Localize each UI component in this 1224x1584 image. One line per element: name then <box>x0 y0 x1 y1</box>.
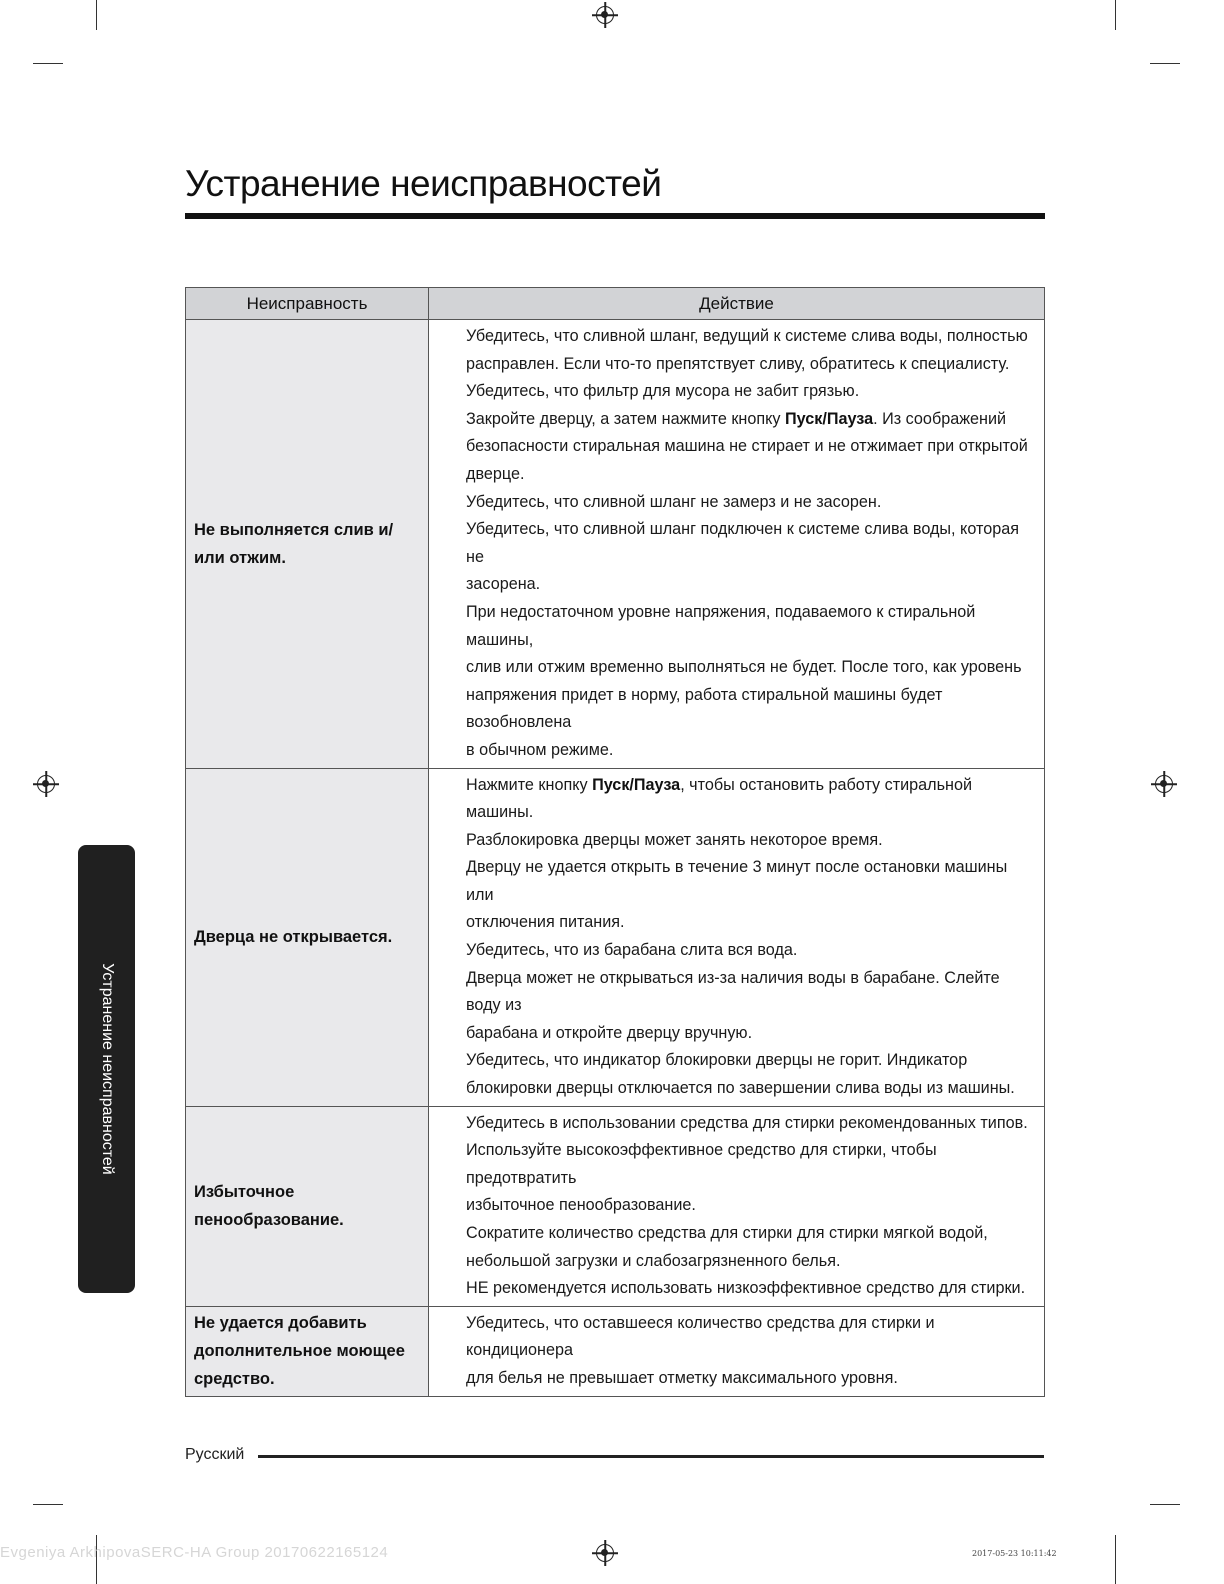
action-line: слив или отжим временно выполняться не будет. После того, как уровень <box>466 658 1022 677</box>
table-header-row <box>186 288 1045 320</box>
action-line: Убедитесь, что индикатор блокировки дверцы не горит. Индикатор <box>466 1051 968 1070</box>
action-line: отключения питания. <box>466 913 625 932</box>
table-row <box>186 1106 1045 1306</box>
problem-line: Избыточное <box>194 1183 295 1202</box>
problem-line: или отжим. <box>194 548 286 567</box>
problem-cell <box>186 768 429 1106</box>
action-line: Используйте высокоэффективное средство для стирки, чтобы предотвратить <box>466 1141 937 1187</box>
troubleshooting-table <box>185 287 1045 1397</box>
column-header-action: Действие <box>429 288 1045 320</box>
print-datestamp: 2017-05-23 10:11:42 <box>972 1549 1057 1558</box>
problem-line: Дверца не открывается. <box>194 928 393 947</box>
action-text: Нажмите кнопку <box>466 775 593 794</box>
action-text: , чтобы остановить работу стиральной машины. <box>466 775 973 822</box>
crop-mark <box>33 63 63 64</box>
crop-mark <box>1150 1504 1180 1505</box>
problem-line: Не выполняется слив и/ <box>194 520 394 539</box>
problem-line: средство. <box>194 1370 275 1389</box>
action-line: Убедитесь в использовании средства для стирки рекомендованных типов. <box>466 1113 1028 1132</box>
action-cell <box>429 1306 1045 1396</box>
side-tab-label: Устранение неисправностей <box>98 963 116 1175</box>
action-line: блокировки дверцы отключается по завершении слива воды из машины. <box>466 1079 1015 1098</box>
problem-line: дополнительное моющее <box>194 1342 405 1361</box>
problem-line: пенообразование. <box>194 1211 344 1230</box>
action-line: При недостаточном уровне напряжения, подаваемого к стиральной машины, <box>466 602 976 649</box>
action-line <box>466 406 1036 434</box>
action-line: Убедитесь, что из барабана слита вся вода. <box>466 941 798 960</box>
action-line: Убедитесь, что фильтр для мусора не забит грязью. <box>466 382 860 401</box>
table-row <box>186 1306 1045 1396</box>
action-line: НЕ рекомендуется использовать низкоэффективное средство для стирки. <box>466 1279 1026 1298</box>
problem-line: Не удается добавить <box>194 1314 367 1333</box>
action-line: напряжения придет в норму, работа стиральной машины будет возобновлена <box>466 685 943 732</box>
action-line: Убедитесь, что сливной шланг, ведущий к системе слива воды, полностью <box>466 327 1028 345</box>
action-line: расправлен. Если что-то препятствует сливу, обратитесь к специалисту. <box>466 354 1010 373</box>
crop-mark <box>33 1504 63 1505</box>
action-line: Убедитесь, что оставшееся количество средства для стирки и кондиционера <box>466 1313 935 1360</box>
action-line: Разблокировка дверцы может занять некоторое время. <box>466 830 883 849</box>
action-line: Убедитесь, что сливной шланг подключен к системе слива воды, которая не <box>466 520 1019 566</box>
registration-mark-icon <box>37 775 55 793</box>
action-line: для белья не превышает отметку максимального уровня. <box>466 1368 898 1387</box>
crop-mark <box>1115 1535 1116 1584</box>
action-line: засорена. <box>466 575 541 594</box>
action-text: Закройте дверцу, а затем нажмите кнопку <box>466 409 785 428</box>
action-cell <box>429 320 1045 769</box>
action-line: небольшой загрузки и слабозагрязненного белья. <box>466 1251 841 1270</box>
action-text: . Из соображений <box>873 409 1007 428</box>
action-line: Дверца может не открываться из-за наличия воды в барабане. Слейте воду из <box>466 968 1000 1015</box>
button-name-start-pause: Пуск/Пауза <box>592 775 681 794</box>
action-line <box>466 772 1036 827</box>
action-line: барабана и откройте дверцу вручную. <box>466 1023 753 1042</box>
registration-mark-icon <box>1155 775 1173 793</box>
crop-mark <box>1150 63 1180 64</box>
action-line: избыточное пенообразование. <box>466 1196 696 1215</box>
crop-mark <box>96 0 97 30</box>
action-line: Сократите количество средства для стирки для стирки мягкой водой, <box>466 1224 988 1242</box>
title-underline <box>185 213 1045 219</box>
footer-language: Русский <box>185 1446 245 1463</box>
column-header-problem: Неисправность <box>186 288 429 320</box>
action-line: Убедитесь, что сливной шланг не замерз и не засорен. <box>466 492 882 511</box>
registration-mark-icon <box>596 6 614 24</box>
action-line: в обычном режиме. <box>466 740 614 759</box>
problem-cell <box>186 1106 429 1306</box>
action-line: дверце. <box>466 464 525 483</box>
registration-mark-icon <box>596 1544 614 1562</box>
table-row <box>186 768 1045 1106</box>
print-slug: Evgeniya ArkhipovaSERC-HA Group 20170622165124 <box>0 1544 389 1561</box>
problem-cell <box>186 320 429 769</box>
action-line: безопасности стиральная машина не стирает и не отжимает при открытой <box>466 437 1028 456</box>
section-side-tab <box>78 845 135 1293</box>
action-cell <box>429 1106 1045 1306</box>
action-cell <box>429 768 1045 1106</box>
footer-rule <box>258 1455 1044 1458</box>
button-name-start-pause: Пуск/Пауза <box>785 409 874 428</box>
problem-cell <box>186 1306 429 1396</box>
table-row <box>186 320 1045 769</box>
action-line: Дверцу не удается открыть в течение 3 минут после остановки машины или <box>466 858 1008 904</box>
page-title: Устранение неисправностей <box>185 163 662 204</box>
crop-mark <box>1115 0 1116 30</box>
